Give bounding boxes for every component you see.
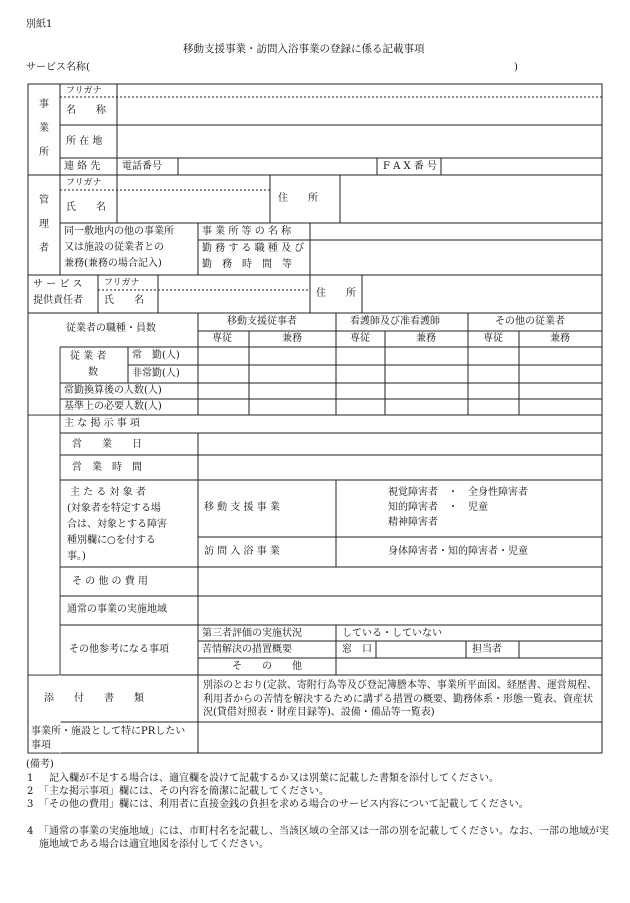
note-item xyxy=(27,826,612,852)
other-label: そ の 他 xyxy=(232,661,302,672)
third-party-value: している・していない xyxy=(342,628,442,639)
other-costs-label: そ の 他 の 費 用 xyxy=(72,576,148,587)
note-item xyxy=(27,799,612,812)
office-address-label: 所 在 地 xyxy=(66,136,103,147)
attachment-number: 別紙1 xyxy=(26,19,53,30)
business-days-label: 営 業 日 xyxy=(72,439,142,450)
staff-count-label: 数 xyxy=(88,367,98,378)
manager-concurrent-label: 同一敷地内の他の事業所 xyxy=(64,226,174,237)
manager-section-char: 者 xyxy=(39,243,49,254)
form-title: 移動支援事業・訪問入浴事業の登録に係る記載事項 xyxy=(183,43,425,55)
staff-fulltime-header: 専従 xyxy=(483,333,503,344)
note-number: 4 xyxy=(27,826,34,837)
staff-regular-label: 常 勤(人) xyxy=(132,350,180,361)
staff-fulltime-header: 専従 xyxy=(350,333,370,344)
attachments-label: 添 付 書 類 xyxy=(44,693,144,704)
office-contact-label: 連 絡 先 xyxy=(64,161,101,172)
note-number: 2 xyxy=(27,786,34,797)
service-name-close: ) xyxy=(514,62,518,73)
staff-required-label: 基準上の必要人数(人) xyxy=(64,401,162,412)
office-furigana-label: フリガナ xyxy=(66,86,102,96)
staff-nonregular-label: 非常勤(人) xyxy=(132,368,180,379)
note-text: 記入欄が不足する場合は、適宜欄を設けて記載するか又は別葉に記載した書類を添付してください。 xyxy=(39,773,499,784)
office-section-char: 事 xyxy=(39,99,49,110)
complaint-label: 苦情解決の措置概要 xyxy=(202,644,292,655)
staff-parttime-header: 兼務 xyxy=(416,333,436,344)
duty-label: 勤 務 時 間 等 xyxy=(202,259,292,270)
staff-group-header: 看護師及び准看護師 xyxy=(350,316,440,327)
service-area-label: 通常の事業の実施地域 xyxy=(67,604,167,615)
facility-name-label: 事 業 所 等 の 名 称 xyxy=(202,226,292,237)
bathing-target-options: 身体障害者・知的障害者・児童 xyxy=(388,546,528,557)
mobility-target-option: 視覚障害者 ・ 全身性障害者 xyxy=(388,487,528,498)
complaint-window-label: 窓 口 xyxy=(342,644,372,655)
staff-parttime-header: 兼務 xyxy=(282,333,302,344)
office-section-char: 業 xyxy=(39,123,49,134)
mobility-target-option: 知的障害者 ・ 児童 xyxy=(388,502,488,513)
note-item xyxy=(27,773,612,786)
manager-section-char: 管 xyxy=(39,195,49,206)
mobility-support-label: 移 動 支 援 事 業 xyxy=(204,502,280,513)
target-label: 合は、対象とする障害 xyxy=(67,519,167,530)
complaint-person-label: 担当者 xyxy=(472,644,502,655)
attachments-text: 別添のとおり(定款、寄附行為等及び登記簿謄本等、事業所平面図、経歴書、運営規程、利用者からの苦情を解決するために講ずる措置の概要、勤務体系・形態一覧表、資産状況(貸借対照表・財産目録等)、設備・備品等一覧表) xyxy=(203,680,597,718)
note-item xyxy=(27,786,612,799)
manager-concurrent-label: 兼務(兼務の場合記入) xyxy=(64,258,162,269)
coordinator-label: サ ー ビ ス xyxy=(33,279,83,290)
office-name-label: 名 称 xyxy=(66,105,106,116)
staff-fte-label: 常勤換算後の人数(人) xyxy=(64,385,162,396)
staff-group-header: 移動支援従事者 xyxy=(227,316,297,327)
manager-name-label: 氏 名 xyxy=(66,202,106,213)
note-text: 「主な掲示事項」欄には、その内容を簡潔に記載してください。 xyxy=(39,786,329,797)
coordinator-address-label: 住 所 xyxy=(316,288,356,299)
staff-heading: 従業者の職種・員数 xyxy=(66,323,156,334)
office-fax-label: F A X 番 号 xyxy=(383,161,437,172)
note-text: 「その他の費用」欄には、利用者に直接金銭の負担を求める場合のサービス内容について記載してください。 xyxy=(39,799,529,810)
coordinator-name-label: 氏 名 xyxy=(104,295,144,306)
reference-label: その他参考になる事項 xyxy=(69,644,169,655)
target-label: 主 た る 対 象 者 xyxy=(70,487,146,498)
service-name-label: サービス名称( xyxy=(26,62,90,73)
target-label: (対象者を特定する場 xyxy=(67,503,161,514)
bathing-service-label: 訪 問 入 浴 事 業 xyxy=(204,546,280,557)
manager-address-label: 住 所 xyxy=(278,193,318,204)
coordinator-furigana-label: フリガナ xyxy=(104,278,140,288)
note-number: 3 xyxy=(27,799,34,810)
business-hours-label: 営 業 時 間 xyxy=(72,462,142,473)
manager-concurrent-label: 又は施設の従業者との xyxy=(64,242,164,253)
duty-label: 勤 務 す る 職 種 及 び xyxy=(202,243,305,254)
coordinator-label: 提供責任者 xyxy=(33,295,83,306)
staff-parttime-header: 兼務 xyxy=(550,333,570,344)
staff-fulltime-header: 専従 xyxy=(212,333,232,344)
posting-heading: 主 な 掲 示 事 項 xyxy=(64,418,140,429)
office-section-char: 所 xyxy=(39,147,49,158)
third-party-label: 第三者評価の実施状況 xyxy=(202,628,302,639)
office-phone-label: 電話番号 xyxy=(122,161,162,172)
manager-furigana-label: フリガナ xyxy=(66,178,102,188)
note-number: 1 xyxy=(27,773,34,784)
target-label: 種別欄に○を付する xyxy=(67,535,156,546)
target-label: 事。) xyxy=(67,551,86,562)
pr-label: 事業所・施設として特にPRしたい事項 xyxy=(31,726,186,751)
staff-group-header: その他の従業者 xyxy=(495,316,565,327)
note-text: 「通常の事業の実施地域」には、市町村名を記載し、当該区域の全部又は一部の別を記載してください。なお、一部の地域が実施地域である場合は適宜地図を添付してください。 xyxy=(39,826,609,850)
notes-heading: (備考) xyxy=(26,759,54,770)
staff-count-label: 従 業 者 xyxy=(70,351,107,362)
manager-section-char: 理 xyxy=(39,219,49,230)
mobility-target-option: 精神障害者 xyxy=(388,517,438,528)
